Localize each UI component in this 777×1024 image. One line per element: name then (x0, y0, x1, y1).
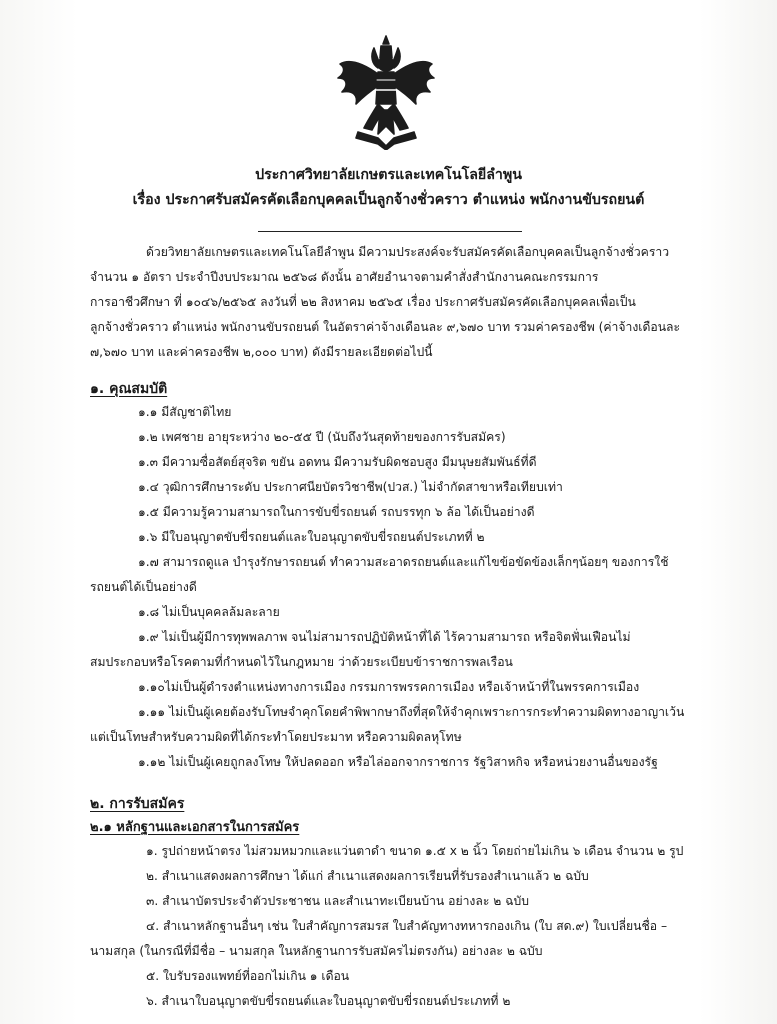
qualification-item: ๑.๕ มีความรู้ความสามารถในการขับขี่รถยนต์ รถบรรทุก ๖ ล้อ ได้เป็นอย่างดี (138, 505, 535, 519)
intro-line: การอาชีวศึกษา ที่ ๑๐๔๖/๒๕๖๕ ลงวันที่ ๒๒ สิงหาคม ๒๕๖๕ เรื่อง ประกาศรับสมัครคัดเลือกบุคคลเพื่อเป็น (90, 295, 636, 309)
qualification-item: ๑.๙ ไม่เป็นผู้มีการทุพพลภาพ จนไม่สามารถปฏิบัติหน้าที่ได้ ไร้ความสามารถ หรือจิตฟั่นเฟือนไม่ (138, 630, 631, 644)
document-item: ๒. สำเนาแสดงผลการศึกษา ได้แก่ สำเนาแสดงผลการเรียนที่รับรองสำเนาแล้ว ๒ ฉบับ (146, 869, 589, 883)
qualification-item: ๑.๑๐ไม่เป็นผู้ดำรงตำแหน่งทางการเมือง กรรมการพรรคการเมือง หรือเจ้าหน้าที่ในพรรคการเมือง (138, 680, 640, 694)
document-item: ๖. สำเนาใบอนุญาตขับขี่รถยนต์และใบอนุญาตขับขี่รถยนต์ประเภทที่ ๒ (146, 994, 511, 1008)
qualification-item: ๑.๖ มีใบอนุญาตขับขี่รถยนต์และใบอนุญาตขับขี่รถยนต์ประเภทที่ ๒ (138, 530, 485, 544)
qualification-item: ๑.๒ เพศชาย อายุระหว่าง ๒๐-๕๕ ปี (นับถึงวันสุดท้ายของการรับสมัคร) (138, 430, 506, 444)
document-item: ๔. สำเนาหลักฐานอื่นๆ เช่น ใบสำคัญการสมรส ใบสำคัญทางทหารกองเกิน (ใบ สด.๙) ใบเปลี่ยนชื่อ – (146, 919, 668, 933)
announcement-subject: เรื่อง ประกาศรับสมัครคัดเลือกบุคคลเป็นลูกจ้างชั่วคราว ตำแหน่ง พนักงานขับรถยนต์ (132, 192, 645, 208)
qualification-item: ๑.๗ สามารถดูแล บำรุงรักษารถยนต์ ทำความสะอาดรถยนต์และแก้ไขข้อขัดข้องเล็กๆน้อยๆ ของการใช้ (138, 555, 669, 569)
qualification-item: ๑.๑๑ ไม่เป็นผู้เคยต้องรับโทษจำคุกโดยคำพิพากษาถึงที่สุดให้จำคุกเพราะการกระทำความผิดทางอาญาเว้น (138, 705, 685, 719)
document-item: ๕. ใบรับรองแพทย์ที่ออกไม่เกิน ๑ เดือน (146, 969, 350, 983)
section-heading-qualifications: ๑. คุณสมบัติ (90, 381, 168, 397)
intro-line: จำนวน ๑ อัตรา ประจำปีงบประมาณ ๒๕๖๘ ดังนั้น อาศัยอำนาจตามคำสั่งสำนักงานคณะกรรมการ (90, 270, 599, 284)
qualification-item: ๑.๑ มีสัญชาติไทย (138, 405, 232, 419)
section-heading-application: ๒. การรับสมัคร (90, 796, 185, 812)
intro-line: ด้วยวิทยาลัยเกษตรและเทคโนโลยีลำพูน มีความประสงค์จะรับสมัครคัดเลือกบุคคลเป็นลูกจ้างชั่วคราว (146, 245, 670, 259)
subsection-heading-documents: ๒.๑ หลักฐานและเอกสารในการสมัคร (90, 820, 300, 835)
qualification-item-continued: สมประกอบหรือโรคตามที่กำหนดไว้ในกฎหมาย ว่าด้วยระเบียบข้าราชการพลเรือน (90, 655, 513, 669)
qualification-item-continued: รถยนต์ได้เป็นอย่างดี (90, 580, 197, 594)
document-item-continued: นามสกุล (ในกรณีที่มีชื่อ – นามสกุล ในหลักฐานการรับสมัครไม่ตรงกัน) อย่างละ ๒ ฉบับ (90, 944, 543, 958)
qualification-item-continued: แต่เป็นโทษสำหรับความผิดที่ได้กระทำโดยประมาท หรือความผิดลหุโทษ (90, 730, 462, 744)
qualification-item: ๑.๘ ไม่เป็นบุคคลล้มละลาย (138, 605, 280, 619)
intro-line: ลูกจ้างชั่วคราว ตำแหน่ง พนักงานขับรถยนต์ ในอัตราค่าจ้างเดือนละ ๙,๖๗๐ บาท รวมค่าครองชีพ (ค่าจ้างเดือนละ (90, 320, 681, 334)
qualification-item: ๑.๔ วุฒิการศึกษาระดับ ประกาศนียบัตรวิชาชีพ(ปวส.) ไม่จำกัดสาขาหรือเทียบเท่า (138, 480, 563, 494)
intro-line: ๗,๖๗๐ บาท และค่าครองชีพ ๒,๐๐๐ บาท) ดังมีรายละเอียดต่อไปนี้ (90, 345, 433, 359)
title-divider (258, 231, 522, 232)
qualification-item: ๑.๓ มีความซื่อสัตย์สุจริต ขยัน อดทน มีความรับผิดชอบสูง มีมนุษยสัมพันธ์ที่ดี (138, 455, 537, 469)
garuda-emblem-icon (334, 34, 438, 150)
qualification-item: ๑.๑๒ ไม่เป็นผู้เคยถูกลงโทษ ให้ปลดออก หรือไล่ออกจากราชการ รัฐวิสาหกิจ หรือหน่วยงานอื่นของรัฐ (138, 755, 658, 769)
document-item: ๓. สำเนาบัตรประจำตัวประชาชน และสำเนาทะเบียนบ้าน อย่างละ ๒ ฉบับ (146, 894, 529, 908)
document-item: ๑. รูปถ่ายหน้าตรง ไม่สวมหมวกและแว่นตาดำ ขนาด ๑.๕ x ๒ นิ้ว โดยถ่ายไม่เกิน ๖ เดือน จำนวน ๒ รูป (146, 844, 684, 858)
announcement-title: ประกาศวิทยาลัยเกษตรและเทคโนโลยีลำพูน (255, 167, 522, 183)
